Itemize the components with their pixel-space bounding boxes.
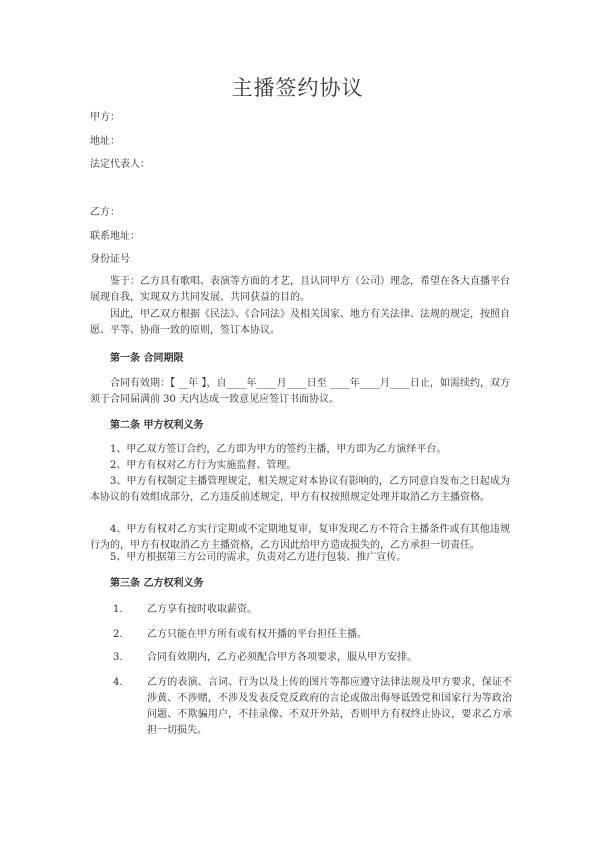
party-a-clause-1: 1、甲乙双方签订合约，乙方即为甲方的签约主播，甲方即为乙方演绎平台。 <box>110 444 447 455</box>
party-b-clause-number: 1. <box>113 604 123 615</box>
party-a-clause-3: 3、甲方有权制定主播管理规定，相关规定对本协议有影响的，乙方同意自发布之日起成为本协议的有效组成部分，乙方违反前述规定，甲方有权按照规定处理并取消乙方主播资格。 <box>90 476 510 503</box>
id-number-label: 身份证号 <box>90 254 130 265</box>
contract-term-paragraph: 合同有效期：【 __年 】，自____年____月____日至 ____年____月____日止，如需续约，双方须于合同届满前 30 天内达成一致意见应签订书面协议。 <box>90 378 510 405</box>
party-b-clause-text: 合同有效期内，乙方必须配合甲方各项要求，服从甲方安排。 <box>147 652 417 663</box>
party-b-clause-text: 乙方享有按时收取薪资。 <box>147 604 257 615</box>
party-b-clause-text: 乙方只能在甲方所有或有权开播的平台担任主播。 <box>147 629 367 640</box>
party-a-clause-4: 4、甲方有权对乙方实行定期或不定期地复审，复审发现乙方不符合主播条件或有其他违规行为的，甲方有权取消乙方主播资格，乙方因此给甲方造成损失的，乙方承担一切责任。 <box>90 524 510 551</box>
party-b-label: 乙方： <box>90 207 120 218</box>
legal-representative-label: 法定代表人： <box>90 159 150 170</box>
party-b-clause-text: 乙方的表演、言词、行为以及上传的图片等都应遵守法律法规及甲方要求，保证不涉黄、不涉赌，不涉及发表反党反政府的言论或做出侮辱诋毁党和国家行为等政治问题、不欺骗用户，不挂录像、不双开外站，否则甲方有权终止协议，要求乙方承担一切损失。 <box>147 677 512 736</box>
party-a-clause-2: 2、甲方有权对乙方行为实施监督、管理。 <box>110 460 297 471</box>
address-label: 地址： <box>90 136 120 147</box>
preamble-paragraph: 鉴于：乙方具有歌唱、表演等方面的才艺，且认同甲方（公司）理念，希望在各大直播平台展现自我，实现双方共同发展、共同获益的目的。 <box>90 276 510 303</box>
section-2-heading: 第二条 甲方权利义务 <box>110 420 204 431</box>
party-b-clause-number: 2. <box>113 629 123 640</box>
document-title: 主播签约协议 <box>231 76 364 100</box>
basis-paragraph: 因此，甲乙双方根据《民法》、《合同法》及相关国家、地方有关法律、法规的规定，按照自愿、平等、协商一致的原则，签订本协议。 <box>90 309 510 336</box>
section-1-heading: 第一条 合同期限 <box>110 353 184 364</box>
contact-address-label: 联系地址： <box>90 231 140 242</box>
section-3-heading: 第三条 乙方权利义务 <box>110 578 204 589</box>
party-b-clause-number: 4. <box>113 677 123 688</box>
party-b-clause-number: 3. <box>113 652 123 663</box>
party-a-clause-5: 5、甲方根据第三方公司的需求，负责对乙方进行包装、推广宣传。 <box>110 552 407 563</box>
party-a-label: 甲方： <box>90 112 120 123</box>
